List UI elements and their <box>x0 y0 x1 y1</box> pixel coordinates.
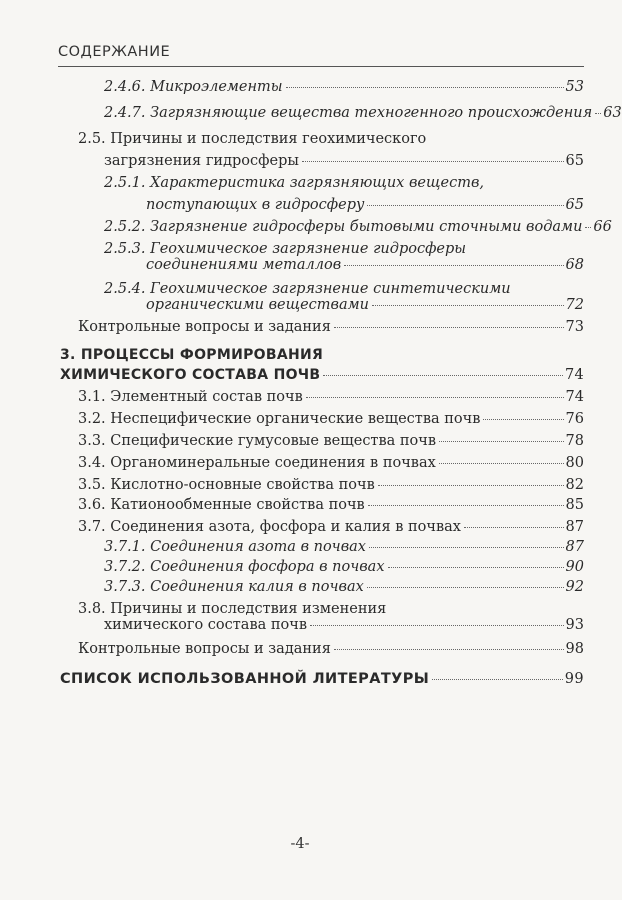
toc-entry-title: 2.4.7. Загрязняющие вещества техногенного происхождения <box>104 105 593 121</box>
toc-entry-page: 72 <box>565 297 584 313</box>
toc-entry[interactable] <box>78 410 584 428</box>
leader-dots <box>378 485 564 486</box>
toc-entry[interactable] <box>146 296 584 314</box>
leader-dots <box>302 161 564 162</box>
leader-dots <box>483 419 563 420</box>
toc-entry-page: 68 <box>565 257 584 273</box>
toc-entry[interactable] <box>78 496 584 514</box>
toc-entry-title: 3.1. Элементный состав почв <box>78 389 303 405</box>
toc-entry-title: 3.4. Органоминеральные соединения в почвах <box>78 455 436 471</box>
leader-dots <box>432 679 563 680</box>
toc-entry-page: 78 <box>565 433 584 449</box>
toc-entry-page: 93 <box>565 617 584 633</box>
toc-entry-title: 2.5.2. Загрязнение гидросферы бытовыми сточными водами <box>104 219 583 235</box>
toc-entry-title: 3.3. Специфические гумусовые вещества почв <box>78 433 437 449</box>
toc-entry[interactable] <box>104 578 584 596</box>
toc-entry-title-line1[interactable]: 2.5.1. Характеристика загрязняющих веществ, <box>104 175 485 191</box>
toc-entry-page: 98 <box>565 641 584 657</box>
toc-entry-page: 82 <box>565 477 584 493</box>
toc-chapter-entry[interactable] <box>60 366 584 384</box>
leader-dots <box>367 205 563 206</box>
leader-dots <box>334 649 564 650</box>
leader-dots <box>585 227 591 228</box>
toc-entry-page: 65 <box>565 153 584 169</box>
toc-entry[interactable] <box>104 218 612 236</box>
toc-entry[interactable] <box>104 78 584 96</box>
toc-entry[interactable] <box>104 616 584 634</box>
leader-dots <box>323 375 563 376</box>
toc-entry-title: 3.7.1. Соединения азота в почвах <box>104 539 366 555</box>
toc-entry[interactable] <box>78 640 584 658</box>
leader-dots <box>369 547 564 548</box>
toc-entry-page: 65 <box>565 197 584 213</box>
toc-entry-page: 53 <box>565 79 584 95</box>
toc-entry-title: 3.2. Неспецифические органические вещества почв <box>78 411 481 427</box>
toc-entry-title: 3.7. Соединения азота, фосфора и калия в почвах <box>78 519 461 535</box>
toc-entry-title-line2: химического состава почв <box>104 617 307 633</box>
toc-entry-title-line1[interactable]: 2.5.4. Геохимическое загрязнение синтетическими <box>104 281 511 297</box>
toc-entry-page: 80 <box>565 455 584 471</box>
leader-dots <box>306 397 564 398</box>
toc-entry[interactable] <box>146 256 584 274</box>
toc-entry-title-line2: органическими веществами <box>146 297 369 313</box>
toc-entry[interactable] <box>78 518 584 536</box>
leader-dots <box>334 327 564 328</box>
toc-entry[interactable] <box>104 538 584 556</box>
leader-dots <box>439 463 564 464</box>
running-header: СОДЕРЖАНИЕ <box>58 44 171 60</box>
toc-entry-title: 3.5. Кислотно-основные свойства почв <box>78 477 375 493</box>
toc-entry-title: Контрольные вопросы и задания <box>78 319 331 335</box>
bibliography-title: СПИСОК ИСПОЛЬЗОВАННОЙ ЛИТЕРАТУРЫ <box>60 671 430 687</box>
toc-entry-page: 74 <box>564 367 584 383</box>
toc-entry-page: 76 <box>565 411 584 427</box>
toc-entry[interactable] <box>78 318 584 336</box>
leader-dots <box>439 441 564 442</box>
toc-entry-page: 73 <box>565 319 584 335</box>
toc-entry[interactable] <box>146 196 584 214</box>
chapter-title-line2: ХИМИЧЕСКОГО СОСТАВА ПОЧВ <box>60 367 321 383</box>
toc-entry[interactable] <box>104 558 584 576</box>
toc-entry-page: 87 <box>565 539 584 555</box>
leader-dots <box>344 265 563 266</box>
toc-entry[interactable] <box>78 432 584 450</box>
toc-entry[interactable] <box>78 454 584 472</box>
toc-entry-title: 3.7.2. Соединения фосфора в почвах <box>104 559 385 575</box>
toc-entry-title-line2: поступающих в гидросферу <box>146 197 365 213</box>
toc-entry-title: 3.7.3. Соединения калия в почвах <box>104 579 364 595</box>
toc-entry-title: 3.6. Катионообменные свойства почв <box>78 497 365 513</box>
toc-entry[interactable] <box>104 104 622 122</box>
toc-entry-title: Контрольные вопросы и задания <box>78 641 331 657</box>
toc-entry-title-line2: соединениями металлов <box>146 257 342 273</box>
chapter-title-line1[interactable]: 3. ПРОЦЕССЫ ФОРМИРОВАНИЯ <box>60 347 324 363</box>
toc-entry-page: 99 <box>564 671 584 687</box>
toc-entry[interactable] <box>78 476 584 494</box>
leader-dots <box>388 567 564 568</box>
toc-entry-title-line1[interactable]: 2.5.3. Геохимическое загрязнение гидросферы <box>104 241 467 257</box>
toc-entry-page: 90 <box>565 559 584 575</box>
leader-dots <box>595 113 601 114</box>
leader-dots <box>310 625 564 626</box>
page-number: -4- <box>290 836 310 852</box>
toc-entry-page: 87 <box>565 519 584 535</box>
leader-dots <box>286 87 564 88</box>
toc-entry-title-line1[interactable]: 3.8. Причины и последствия изменения <box>78 601 387 617</box>
leader-dots <box>367 587 564 588</box>
toc-entry[interactable] <box>104 152 584 170</box>
toc-entry-page: 85 <box>565 497 584 513</box>
toc-entry-title-line2: загрязнения гидросферы <box>104 153 299 169</box>
toc-chapter-entry[interactable] <box>60 670 584 688</box>
leader-dots <box>368 505 564 506</box>
toc-entry-title-line1[interactable]: 2.5. Причины и последствия геохимического <box>78 131 427 147</box>
toc-entry-page: 74 <box>565 389 584 405</box>
toc-entry-title: 2.4.6. Микроэлементы <box>104 79 283 95</box>
toc-entry[interactable] <box>78 388 584 406</box>
toc-entry-page: 92 <box>565 579 584 595</box>
leader-dots <box>372 305 564 306</box>
toc-entry-page: 66 <box>593 219 612 235</box>
toc-entry-page: 63 <box>603 105 622 121</box>
leader-dots <box>464 527 564 528</box>
